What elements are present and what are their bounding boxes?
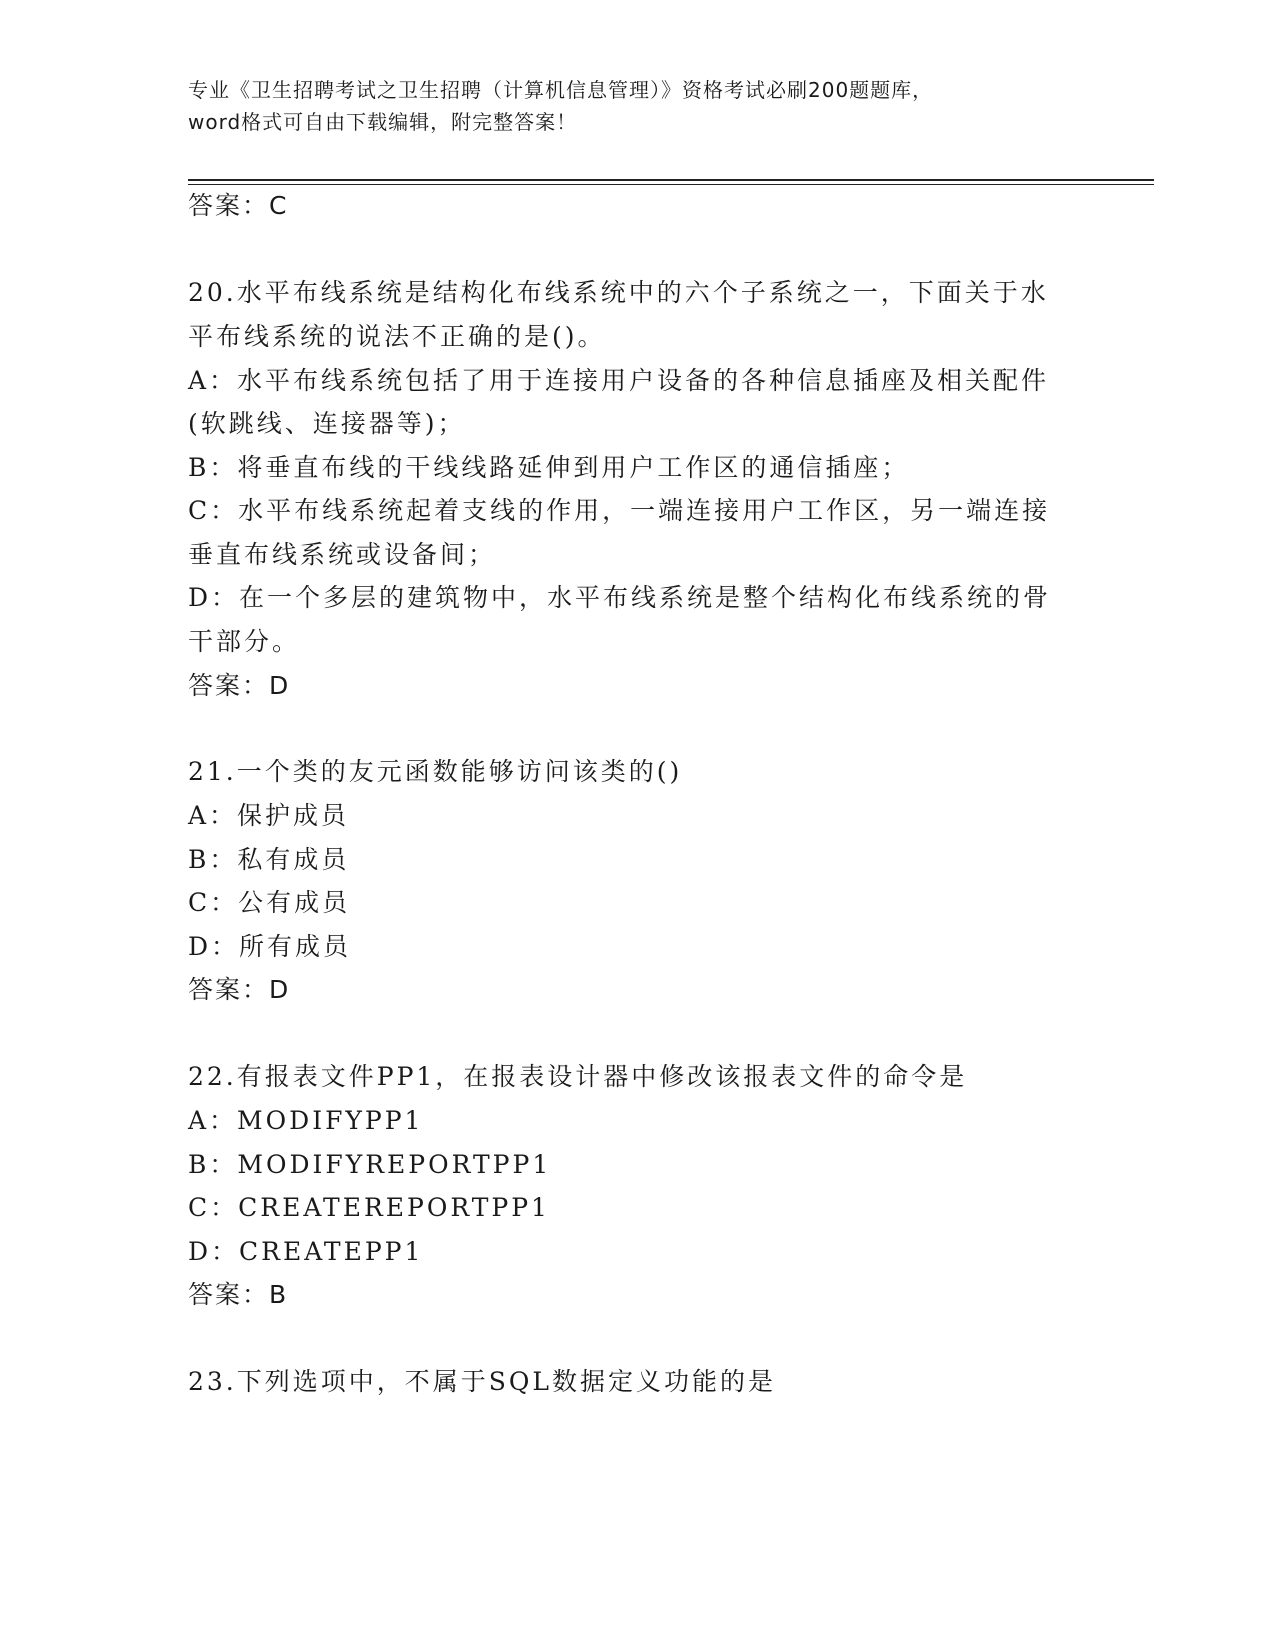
previous-answer: 答案：C xyxy=(188,191,289,220)
question-21-option-c: C：公有成员 xyxy=(188,888,351,917)
question-22-answer: 答案：B xyxy=(188,1280,289,1309)
question-20-option-c-line-2: 垂直布线系统或设备间； xyxy=(188,540,497,569)
question-22-option-a: A：MODIFYPP1 xyxy=(188,1106,424,1135)
question-20-stem-line-2: 平布线系统的说法不正确的是()。 xyxy=(188,322,606,351)
question-21-option-b: B：私有成员 xyxy=(188,845,350,874)
question-20-answer: 答案：D xyxy=(188,671,291,700)
question-23-stem: 23.下列选项中，不属于SQL数据定义功能的是 xyxy=(188,1367,776,1396)
question-20-option-a-line-1: A：水平布线系统包括了用于连接用户设备的各种信息插座及相关配件 xyxy=(188,366,1050,395)
question-20-stem-line-1: 20.水平布线系统是结构化布线系统中的六个子系统之一，下面关于水 xyxy=(188,278,1049,307)
question-21-stem: 21.一个类的友元函数能够访问该类的() xyxy=(188,757,683,786)
question-20-option-b: B：将垂直布线的干线线路延伸到用户工作区的通信插座； xyxy=(188,453,910,482)
question-21-option-d: D：所有成员 xyxy=(188,932,352,961)
header-rule-thick xyxy=(188,179,1154,181)
header-rule-thin xyxy=(188,184,1154,185)
question-21-answer: 答案：D xyxy=(188,975,291,1004)
document-header xyxy=(188,74,1088,138)
question-21-option-a: A：保护成员 xyxy=(188,801,350,830)
question-22-option-d: D：CREATEPP1 xyxy=(188,1237,424,1266)
question-22-stem: 22.有报表文件PP1，在报表设计器中修改该报表文件的命令是 xyxy=(188,1062,968,1091)
question-22-option-b: B：MODIFYREPORTPP1 xyxy=(188,1150,552,1179)
question-22-option-c: C：CREATEREPORTPP1 xyxy=(188,1193,550,1222)
question-20-option-d-line-1: D：在一个多层的建筑物中，水平布线系统是整个结构化布线系统的骨 xyxy=(188,583,1052,612)
question-20-option-c-line-1: C：水平布线系统起着支线的作用，一端连接用户工作区，另一端连接 xyxy=(188,496,1051,525)
header-line-2: word格式可自由下载编辑，附完整答案！ xyxy=(188,110,578,134)
header-line-1: 专业《卫生招聘考试之卫生招聘（计算机信息管理）》资格考试必刷200题题库， xyxy=(188,78,934,102)
question-20-option-a-line-2: (软跳线、连接器等)； xyxy=(188,409,466,438)
question-20-option-d-line-2: 干部分。 xyxy=(188,627,301,656)
